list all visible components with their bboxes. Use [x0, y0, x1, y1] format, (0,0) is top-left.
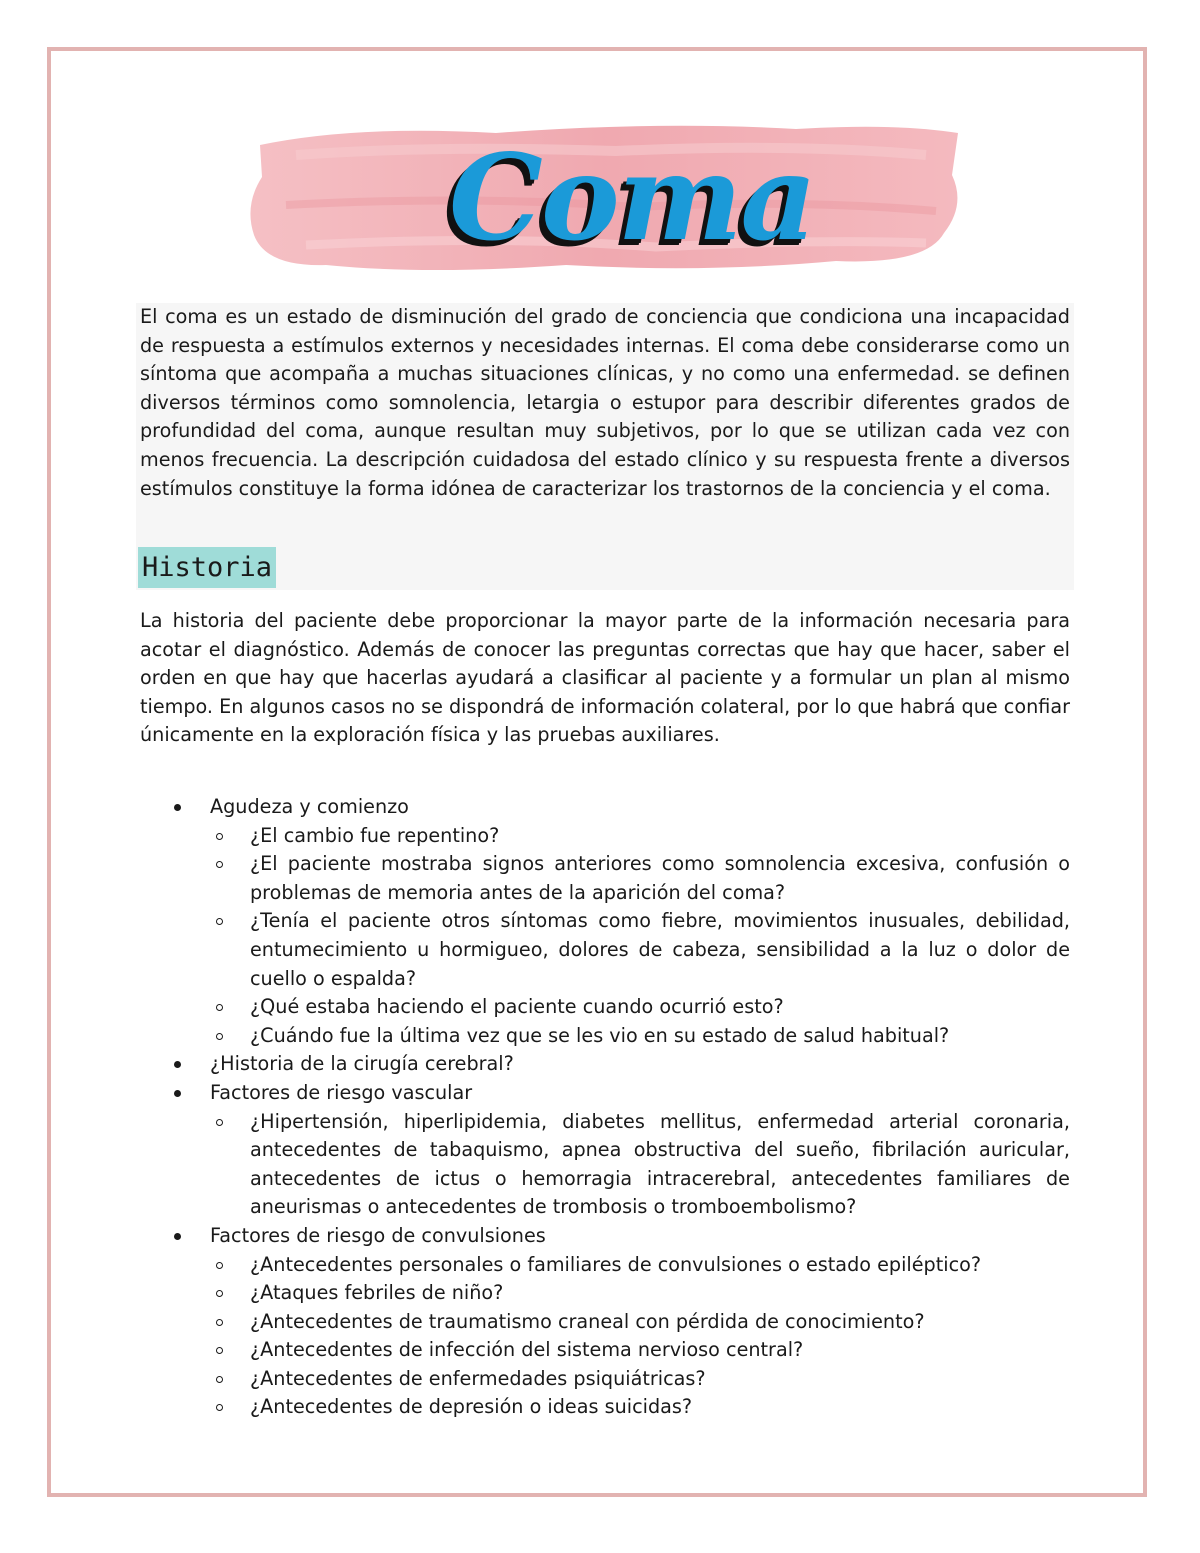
sub-list-item — [210, 1279, 1070, 1308]
sub-list-item — [210, 1108, 1070, 1222]
list-item-text: Factores de riesgo de convulsiones — [210, 1223, 546, 1247]
sub-list-item-text: ¿Antecedentes personales o familiares de convulsiones o estado epiléptico? — [250, 1252, 982, 1276]
sub-list-item — [210, 1308, 1070, 1337]
circle-bullet-icon — [216, 1004, 223, 1011]
list-item-text: Factores de riesgo vascular — [210, 1080, 473, 1104]
document-title: Coma — [449, 128, 815, 267]
sub-list-item-text: ¿Hipertensión, hiperlipidemia, diabetes mellitus, enfermedad arterial coronaria, antecedentes de tabaquismo, apnea obstructiva del sueño, fibrilación auricular, antecedentes de ictus o hemorragia intracerebral, antecedentes familiares de aneurismas o antecedentes de trombosis o tromboembolismo? — [250, 1109, 1070, 1219]
history-question-list — [140, 793, 1070, 1422]
circle-bullet-icon — [216, 1033, 223, 1040]
bullet-icon — [174, 1090, 181, 1097]
circle-bullet-icon — [216, 1347, 223, 1354]
sub-list-item — [210, 907, 1070, 993]
sub-list-item-text: ¿Ataques febriles de niño? — [250, 1281, 504, 1305]
list-item-text: Agudeza y comienzo — [210, 795, 409, 818]
bullet-icon — [174, 1233, 181, 1240]
circle-bullet-icon — [216, 1262, 223, 1269]
list-item-text: ¿Historia de la cirugía cerebral? — [210, 1052, 514, 1076]
intro-paragraph: El coma es un estado de disminución del grado de conciencia que condiciona una incapacidad de respuesta a estímulos externos y necesidades internas. El coma debe considerarse como un síntoma que acompaña a muchas situaciones clínicas, y no como una enfermedad. se definen diversos términos como somnolencia, letargia o estupor para describir diferentes grados de profundidad del coma, aunque resultan muy subjetivos, por lo que se utilizan cada vez con menos frecuencia. La descripción cuidadosa del estado clínico y su respuesta frente a diversos estímulos constituye la forma idónea de caracterizar los trastornos de la conciencia y el coma. — [140, 305, 1070, 500]
list-item — [140, 1079, 1070, 1222]
circle-bullet-icon — [216, 1290, 223, 1297]
sub-list-item-text: ¿Antecedentes de traumatismo craneal con pérdida de conocimiento? — [250, 1309, 925, 1333]
sub-list-item-text: ¿Antecedentes de infección del sistema nervioso central? — [250, 1338, 804, 1362]
sub-list-item — [210, 1022, 1070, 1051]
sub-list-item-text: ¿El paciente mostraba signos anteriores como somnolencia excesiva, confusión o problemas de memoria antes de la aparición del coma? — [250, 852, 1070, 904]
list-item — [140, 1050, 1070, 1079]
circle-bullet-icon — [216, 1119, 223, 1126]
sub-list-item-text: ¿Cuándo fue la última vez que se les vio en su estado de salud habitual? — [250, 1023, 950, 1047]
sub-list-item-text: ¿Antecedentes de depresión o ideas suicidas? — [250, 1395, 693, 1419]
circle-bullet-icon — [216, 833, 223, 840]
circle-bullet-icon — [216, 861, 223, 868]
circle-bullet-icon — [216, 918, 223, 925]
list-item — [140, 793, 1070, 1050]
circle-bullet-icon — [216, 1376, 223, 1383]
sub-list-item-text: ¿Tenía el paciente otros síntomas como fiebre, movimientos inusuales, debilidad, entumecimiento u hormigueo, dolores de cabeza, sensibilidad a la luz o dolor de cuello o espalda? — [250, 909, 1070, 990]
circle-bullet-icon — [216, 1319, 223, 1326]
list-item — [140, 1222, 1070, 1422]
bullet-icon — [174, 1061, 181, 1068]
sub-list-item — [210, 1393, 1070, 1422]
sub-list-item — [210, 1251, 1070, 1280]
title-banner — [236, 115, 968, 280]
sub-list-item-text: ¿Antecedentes de enfermedades psiquiátricas? — [250, 1366, 706, 1390]
history-paragraph: La historia del paciente debe proporcionar la mayor parte de la información necesaria para acotar el diagnóstico. Además de conocer las preguntas correctas que hay que hacer, saber el orden en que hay que hacerlas ayudará a clasificar al paciente y a formular un plan al mismo tiempo. En algunos casos no se dispondrá de información colateral, por lo que habrá que confiar únicamente en la exploración física y las pruebas auxiliares. — [140, 609, 1070, 747]
circle-bullet-icon — [216, 1404, 223, 1411]
sub-list-item — [210, 1365, 1070, 1394]
sub-list-item — [210, 850, 1070, 907]
sub-list-item — [210, 822, 1070, 851]
section-heading-historia: Historia — [138, 547, 276, 588]
sub-list-item — [210, 1336, 1070, 1365]
sub-list-item-text: ¿Qué estaba haciendo el paciente cuando ocurrió esto? — [250, 995, 784, 1019]
sub-list-item — [210, 993, 1070, 1022]
sub-list-item-text: ¿El cambio fue repentino? — [250, 823, 500, 847]
bullet-icon — [174, 804, 181, 811]
